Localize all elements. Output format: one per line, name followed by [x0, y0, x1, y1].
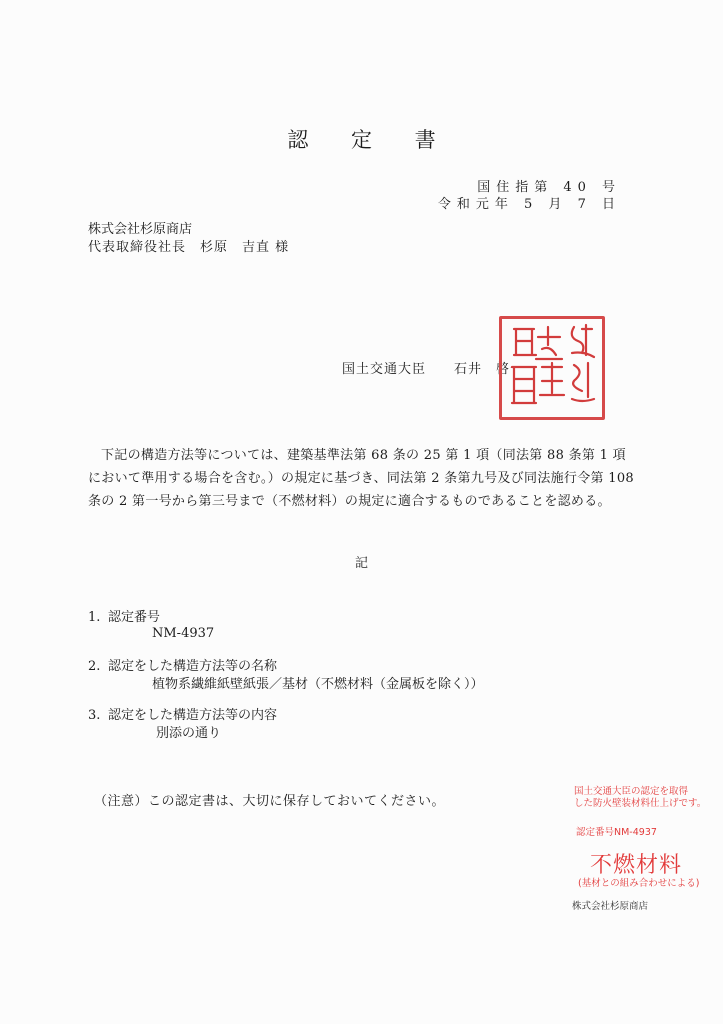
issuer: [342, 358, 524, 377]
item-2-label: 認定をした構造方法等の名称: [108, 659, 278, 674]
stamp-line-2: した防火壁装材料仕上げです。: [574, 798, 707, 809]
note: （注意）この認定書は、大切に保存しておいてください。: [94, 794, 446, 809]
official-seal: [499, 316, 605, 420]
item-1-label: 認定番号: [108, 610, 161, 625]
stamp-noncombustible: 不燃材料: [590, 853, 683, 878]
issuer-name: 石井 啓一: [454, 362, 525, 377]
seal-glyph-strokes: [502, 319, 602, 417]
item-2-number: 2.: [88, 659, 101, 674]
item-1: [88, 606, 160, 625]
recipient-person: 代表取締役社長 杉原 吉直 様: [88, 240, 290, 255]
recipient-company: 株式会社杉原商店: [88, 222, 193, 237]
certification-stamp-text: [574, 786, 706, 810]
item-2: [88, 655, 277, 674]
document-date: 令和元年 5 月 7 日: [437, 197, 621, 212]
stamp-substrate-note: (基材との組み合わせによる): [578, 878, 700, 889]
item-3-label: 認定をした構造方法等の内容: [108, 708, 278, 723]
issuer-title: 国土交通大臣: [342, 362, 427, 377]
document-title: 認 定 書: [287, 128, 454, 152]
body-paragraph-text: 下記の構造方法等については、建築基準法第 68 条の 25 第 1 項（同法第 88 条第 1 項において準用する場合を含む。）の規定に基づき、同法第 2 条第九号及び同法施行令第 108 条の 2 第一号から第三号まで（不燃材料）の規定に適合するものであることを認める。: [88, 448, 634, 509]
item-3: [88, 704, 277, 723]
document-number: 国住指第 40 号: [477, 180, 621, 195]
stamp-cert-number: 認定番号NM-4937: [576, 827, 657, 838]
item-3-number: 3.: [88, 708, 101, 723]
item-3-value: 別添の通り: [156, 726, 222, 741]
item-2-value: 植物系繊維紙壁紙張／基材（不燃材料（金属板を除く））: [152, 677, 484, 692]
stamp-line-1: 国土交通大臣の認定を取得: [574, 786, 689, 797]
item-1-number: 1.: [88, 610, 101, 625]
body-paragraph: [88, 444, 636, 513]
item-1-value: NM-4937: [152, 626, 215, 641]
ki-heading: 記: [354, 556, 368, 571]
stamp-company: 株式会社杉原商店: [572, 901, 649, 912]
